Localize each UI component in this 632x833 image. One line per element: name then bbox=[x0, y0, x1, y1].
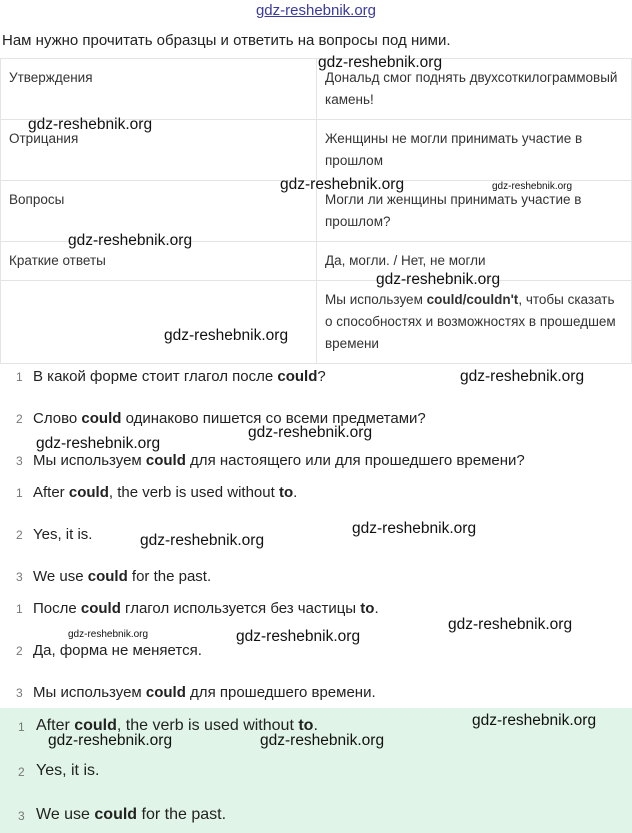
answer-line: Yes, it is. bbox=[36, 762, 100, 779]
table-cell-label bbox=[1, 281, 317, 364]
answer-line: Да, форма не меняется. bbox=[33, 642, 202, 659]
table-cell-value bbox=[317, 281, 632, 364]
answer-number: 1 bbox=[16, 602, 23, 616]
question-number: 3 bbox=[16, 454, 23, 468]
answer-line: После could глагол используется без частицы to. bbox=[33, 600, 379, 617]
table-cell-label: Вопросы bbox=[1, 181, 317, 242]
answer-line: After could, the verb is used without to. bbox=[36, 717, 318, 734]
watermark: gdz-reshebnik.org bbox=[236, 628, 361, 645]
intro-text: Нам нужно прочитать образцы и ответить на вопросы под ними. bbox=[2, 32, 451, 49]
watermark: gdz-reshebnik.org bbox=[164, 327, 289, 344]
answer-line: Yes, it is. bbox=[33, 526, 93, 543]
table-cell-label: Отрицания bbox=[1, 120, 317, 181]
answer-number: 3 bbox=[18, 809, 25, 823]
answer-number: 1 bbox=[18, 720, 25, 734]
table-cell-label: Утверждения bbox=[1, 59, 317, 120]
rule-bold: could/couldn't bbox=[426, 292, 519, 307]
watermark: gdz-reshebnik.org bbox=[48, 732, 173, 749]
answer-number: 2 bbox=[16, 528, 23, 542]
answer-line: We use could for the past. bbox=[33, 568, 212, 585]
question-line: Слово could одинаково пишется со всеми предметами? bbox=[33, 410, 426, 427]
rule-text: Мы используем bbox=[325, 292, 427, 307]
watermark: gdz-reshebnik.org bbox=[460, 368, 585, 385]
question-line: Мы используем could для настоящего или для прошедшего времени? bbox=[33, 452, 525, 469]
rule-text: , чтобы сказать о способностях и возможностях в прошедшем времени bbox=[325, 292, 616, 351]
watermark: gdz-reshebnik.org bbox=[68, 232, 193, 249]
watermark: gdz-reshebnik.org bbox=[472, 712, 597, 729]
table-cell-label: Краткие ответы bbox=[1, 242, 317, 281]
watermark: gdz-reshebnik.org bbox=[68, 629, 149, 640]
answer-number: 1 bbox=[16, 486, 23, 500]
watermark: gdz-reshebnik.org bbox=[260, 732, 385, 749]
answer-number: 3 bbox=[16, 570, 23, 584]
table-row bbox=[1, 281, 632, 364]
watermark: gdz-reshebnik.org bbox=[352, 520, 477, 537]
question-number: 1 bbox=[16, 370, 23, 384]
table-cell-value: Женщины не могли принимать участие в прошлом bbox=[317, 120, 632, 181]
answer-number: 2 bbox=[18, 765, 25, 779]
watermark: gdz-reshebnik.org bbox=[280, 176, 405, 193]
watermark: gdz-reshebnik.org bbox=[318, 54, 443, 71]
grammar-table bbox=[0, 58, 632, 364]
table-row bbox=[1, 59, 632, 120]
watermark: gdz-reshebnik.org bbox=[492, 181, 573, 192]
watermark: gdz-reshebnik.org bbox=[448, 616, 573, 633]
answer-line: We use could for the past. bbox=[36, 806, 227, 823]
answer-number: 3 bbox=[16, 686, 23, 700]
answer-line: Мы используем could для прошедшего времени. bbox=[33, 684, 376, 701]
question-number: 2 bbox=[16, 412, 23, 426]
watermark: gdz-reshebnik.org bbox=[28, 116, 153, 133]
answer-line: After could, the verb is used without to. bbox=[33, 484, 298, 501]
table-cell-value: Да, могли. / Нет, не могли bbox=[317, 242, 632, 281]
question-line: В какой форме стоит глагол после could? bbox=[33, 368, 326, 385]
watermark: gdz-reshebnik.org bbox=[376, 271, 501, 288]
site-header-link[interactable]: gdz-reshebnik.org bbox=[255, 2, 377, 19]
watermark: gdz-reshebnik.org bbox=[140, 532, 265, 549]
table-cell-value: Дональд смог поднять двухсоткилограммовый камень! bbox=[317, 59, 632, 120]
table-cell-value: Могли ли женщины принимать участие в прошлом? bbox=[317, 181, 632, 242]
watermark: gdz-reshebnik.org bbox=[248, 424, 373, 441]
answer-number: 2 bbox=[16, 644, 23, 658]
watermark: gdz-reshebnik.org bbox=[36, 435, 161, 452]
